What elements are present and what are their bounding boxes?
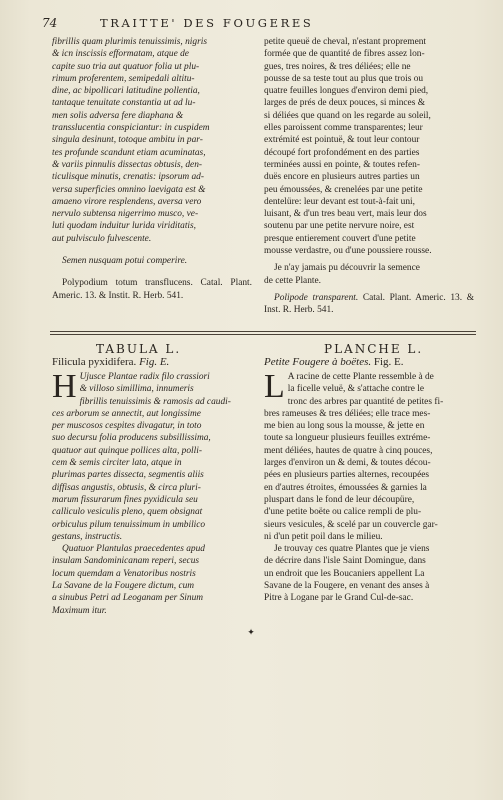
latin-text-line: Ujusce Plantae radix filo crassiori — [79, 372, 210, 382]
latin-text-line: orbiculus pilum tenuissimum in umbilico — [52, 519, 206, 530]
french-text-line: formée que de quantité de fibres assez lon- — [264, 49, 425, 60]
french-text-line: bres rameuses & tres déliées; elle trace mes- — [264, 408, 431, 419]
latin-text-line: luti quodam induitur lurida viriditatis, — [52, 221, 197, 232]
french-reference: Catal. Plant. Americ. 13. & Inst. R. Herb. 541. — [264, 292, 474, 316]
french-text-line: A racine de cette Plante ressemble à de — [287, 372, 434, 382]
french-text-line: de décrire dans l'isle Saint Domingue, dans — [264, 556, 426, 567]
latin-description — [52, 368, 252, 617]
french-text-line: sieurs vesicules, & scelé par un couvercle gar- — [264, 519, 438, 530]
french-text-line: d'une petite boëte ou calice rempli de plu- — [264, 507, 422, 518]
drop-cap: H — [52, 368, 77, 405]
latin-text-line: singula desinunt, totoque ambitu in par- — [52, 135, 203, 146]
top-left-column — [52, 36, 252, 302]
latin-text-line: & villoso simillima, innumeris — [79, 384, 194, 395]
latin-text-line: Quatuor Plantulas praecedentes apud — [62, 544, 205, 555]
latin-text-line: & variis pinnulis dissectas obtusis, den- — [52, 159, 202, 170]
latin-text-line: diffisas angustis, obtusis, & circa pluri- — [52, 482, 201, 493]
french-text-line: Je trouvay ces quatre Plantes que je viens — [274, 544, 430, 555]
latin-text-line: suo decursu folia producens subsillissima, — [52, 433, 211, 444]
page-header — [42, 16, 474, 32]
plate-heading-french: PLANCHE L. — [324, 342, 424, 356]
ornament-icon: ✦ — [247, 628, 255, 638]
latin-text-line: amaeno virore resplendens, aversa vero — [52, 196, 202, 207]
latin-text-line: cem & semis circiter lata, atque in — [52, 458, 182, 469]
french-text-line: Pitre à Logane par le Grand Cul-de-sac. — [264, 593, 414, 604]
latin-text-line: rimum proferentem, semipedali altitu- — [52, 73, 195, 84]
latin-text-line: calliculo vesiculis pleno, quem obsignat — [52, 507, 203, 518]
latin-text-line: tantaque tenuitate constantia ut ad lu- — [52, 98, 196, 109]
french-text-line: pluspart dans le fond de leur découpüre, — [264, 494, 415, 505]
french-text-line: tronc des arbres par quantité de petites fi- — [287, 396, 444, 407]
figure-reference: Fig. E. — [373, 356, 404, 368]
french-text-line: quatre feuilles longues d'environ demi pied, — [264, 86, 429, 97]
french-text-line: larges de prés de deux pouces, si minces & — [264, 98, 425, 109]
latin-text-line: locum quemdam a Venatoribus nostris — [52, 568, 196, 579]
latin-text-line: quatuor aut quinque pollices alta, polli- — [52, 445, 202, 456]
french-description — [264, 368, 474, 605]
french-text-line: extrémité est pointuë, & tout leur contour — [264, 135, 420, 146]
french-plant-name — [264, 356, 404, 368]
latin-text-line: tes profunde scandunt etiam acuminatas, — [52, 147, 206, 158]
latin-text-line: aut pulvisculo fulvescente. — [52, 233, 152, 244]
french-text-line: gues, tres noires, & tres déliées; elle ne — [264, 61, 411, 72]
latin-text-line: capite suo tria aut quatuor folia ut plu- — [52, 61, 200, 72]
french-text-line: duës encore en plusieurs autres parties un — [264, 172, 420, 183]
top-right-column — [264, 36, 474, 317]
french-text-line: pées en plusieurs parties alternes, recoupées — [264, 470, 430, 481]
seed-note-line: de cette Plante. — [264, 275, 322, 286]
french-text-line: en d'autres étroites, émoussées & garnies la — [264, 482, 427, 493]
french-text-line: terminées aussi en pointe, & toutes refen- — [264, 159, 420, 170]
french-text-line: ment déliées, hautes de quatre à cinq pouces, — [264, 445, 433, 456]
french-text-line: peu émoussées, & crenelées par une petite — [264, 184, 423, 195]
french-text-line: elles paroissent comme transparentes; leur — [264, 123, 423, 134]
french-text-line: pousse de sa teste tout au plus que trois ou — [264, 73, 424, 84]
page-number: 74 — [42, 16, 58, 30]
french-text-line: la ficelle veluë, & s'attache contre le — [287, 384, 425, 395]
french-text-line: soutenu par une petite nervure noire, est — [264, 221, 415, 232]
latin-text-line: transslucentia conspiciantur: in cuspidem — [52, 123, 210, 134]
running-title: TRAITTE' DES FOUGERES — [100, 16, 314, 30]
french-text-line: me bien au long sous la mousse, & jette en — [264, 421, 425, 432]
latin-text-line: ticulisque minutis, crenatis: ipsorum ad- — [52, 172, 204, 183]
figure-reference: Fig. E. — [139, 356, 170, 368]
latin-text-line: gestans, instructis. — [52, 531, 123, 542]
latin-text-line: marum fissurarum fines pyxidicula seu — [52, 494, 198, 505]
latin-plant-title: Filicula pyxidifera. — [52, 356, 137, 368]
french-text-line: larges d'environ un & demi, & toutes décou- — [264, 458, 431, 469]
latin-text-line: plurimas partes dissecta, segmentis aliis — [52, 470, 204, 481]
latin-text-line: La Savane de la Fougere dictum, cum — [52, 581, 195, 592]
latin-text-line: per muscosos cespites divagatur, in toto — [52, 421, 202, 432]
french-text-line: mousse verdastre, ou d'une poussiere rousse. — [264, 246, 432, 257]
french-plant-title: Petite Fougere à boëtes. — [264, 356, 372, 368]
latin-plant-name — [52, 356, 169, 368]
latin-text-line: & icn inscissis efformatam, atque de — [52, 49, 189, 60]
french-text-line: un endroit que les Boucaniers appellent La — [264, 568, 425, 579]
latin-text-line: versa superficies omnino laevigata est & — [52, 184, 206, 195]
french-text-line: presque entierement couvert d'une petite — [264, 233, 416, 244]
latin-text-line: insulam Sandominicanam reperi, secus — [52, 556, 200, 567]
latin-text-line: Maximum itur. — [52, 605, 107, 616]
french-text-line: dentelüre: leur devant est tout-à-fait uni, — [264, 196, 415, 207]
latin-text-line: a sinubus Petri ad Leoganam per Sinum — [52, 593, 204, 604]
reference-label: Polipode transparent. — [274, 292, 359, 303]
drop-cap: L — [264, 368, 285, 405]
french-text-line: découpé fort profondément en des parties — [264, 147, 420, 158]
french-text-line: petite queuë de cheval, n'estant proprement — [264, 37, 427, 47]
section-divider — [50, 331, 476, 337]
seed-note-line: Je n'ay jamais pu découvrir la semence — [274, 263, 420, 274]
seed-note: Semen nusquam potui comperire. — [62, 256, 188, 267]
latin-reference: Polypodium totum transflucens. Catal. Plant. Americ. 13. & Instit. R. Herb. 541. — [52, 278, 252, 301]
latin-text-line: dine, ac bipollicari latitudine pollentia, — [52, 86, 200, 97]
french-text-line: ni d'un petit poil dans le milieu. — [264, 531, 383, 542]
french-text-line: Savane de la Fougere, en venant des anses à — [264, 581, 430, 592]
french-text-line: si déliées que quand on les regarde au soleil, — [264, 110, 431, 121]
latin-text-line: men solis adversa fere diaphana & — [52, 110, 184, 121]
latin-text-line: ces arborum se annectit, aut longissime — [52, 408, 201, 419]
plate-heading-latin: TABULA L. — [96, 342, 182, 356]
latin-text-line: fibrillis tenuissimis & ramosis ad caudi- — [79, 396, 231, 407]
latin-text-line: nervulo subtensa nigerrimo musco, ve- — [52, 209, 199, 220]
french-text-line: luisant, & d'un tres beau vert, mais leur dos — [264, 209, 427, 220]
french-text-line: toute sa longueur plusieurs feuilles extréme- — [264, 433, 431, 444]
latin-text-line: fibrillis quam plurimis tenuissimis, nigris — [52, 37, 207, 47]
